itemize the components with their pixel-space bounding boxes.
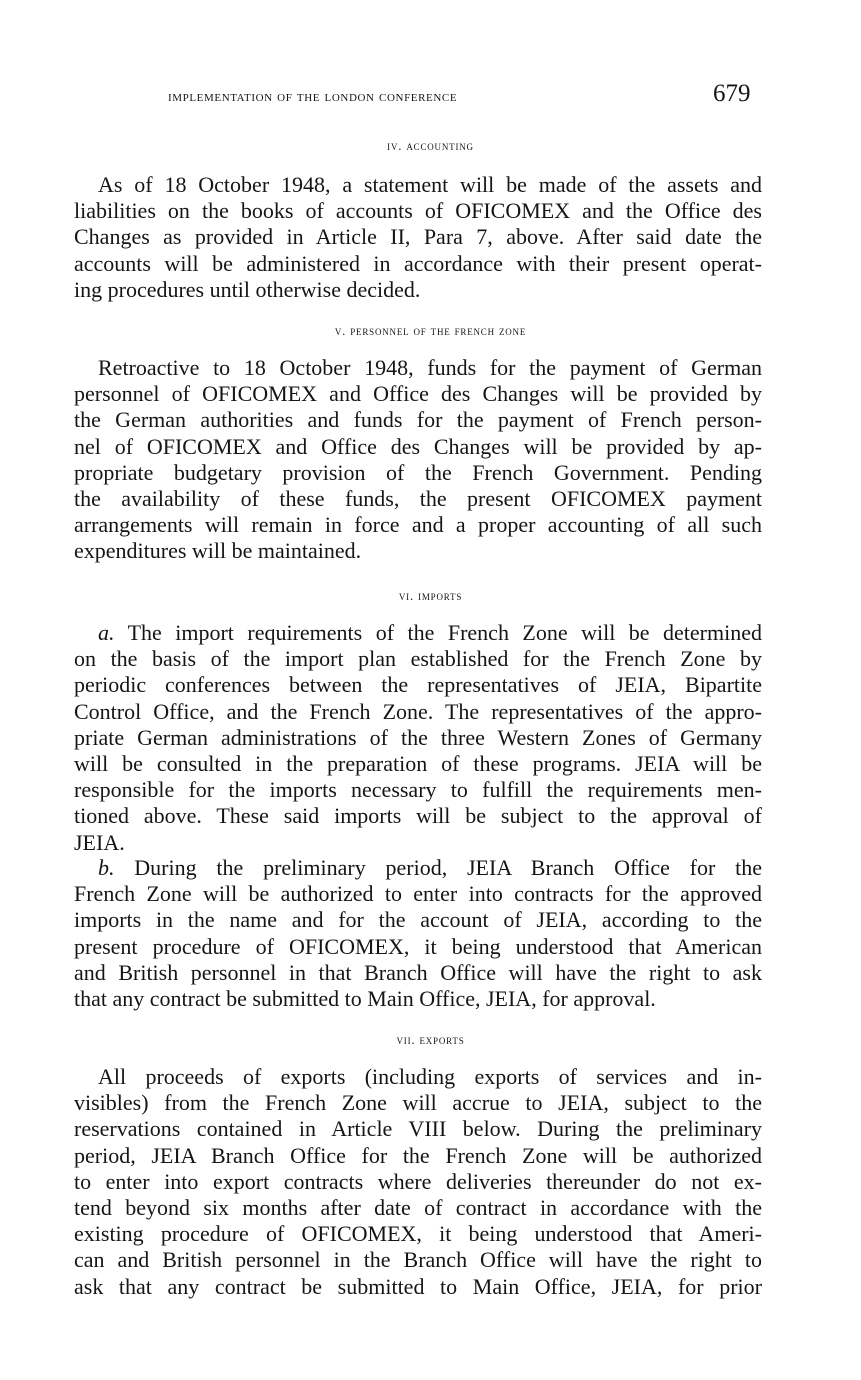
- text-line: the availability of these funds, the present OFICOMEX payment: [74, 486, 762, 512]
- text-line: and British personnel in that Branch Office will have the right to ask: [74, 959, 762, 985]
- text-line: period, JEIA Branch Office for the French Zone will be authorized: [74, 1142, 762, 1168]
- text-line: the German authorities and funds for the payment of French person-: [74, 407, 762, 433]
- imports-paragraph-a: [74, 620, 762, 856]
- text-line: can and British personnel in the Branch Office will have the right to: [74, 1247, 762, 1273]
- text-line: ask that any contract be submitted to Main Office, JEIA, for prior: [74, 1273, 762, 1299]
- imports-paragraph-b: [74, 855, 762, 1012]
- text-line: Control Office, and the French Zone. The representatives of the appro-: [74, 698, 762, 724]
- text-line: periodic conferences between the representatives of JEIA, Bipartite: [74, 672, 762, 698]
- page-number: 679: [713, 80, 751, 107]
- text-line: responsible for the imports necessary to fulfill the requirements men-: [74, 777, 762, 803]
- text-line: visibles) from the French Zone will accrue to JEIA, subject to the: [74, 1090, 762, 1116]
- running-header-title: implementation of the london conference: [168, 88, 458, 105]
- text-line: As of 18 October 1948, a statement will be made of the assets and: [98, 172, 762, 197]
- text-line: accounts will be administered in accordance with their present operat-: [74, 250, 762, 276]
- text-line: will be consulted in the preparation of these programs. JEIA will be: [74, 751, 762, 777]
- text-line: tend beyond six months after date of contract in accordance with the: [74, 1195, 762, 1221]
- text-line: arrangements will remain in force and a proper accounting of all such: [74, 512, 762, 538]
- text-line: to enter into export contracts where deliveries thereunder do not ex-: [74, 1168, 762, 1194]
- text-line: priate German administrations of the three Western Zones of Germany: [74, 724, 762, 750]
- section-heading-exports: vii. exports: [396, 1032, 465, 1047]
- text-line: liabilities on the books of accounts of OFICOMEX and the Office des: [74, 198, 762, 224]
- text-line: nel of OFICOMEX and Office des Changes will be provided by ap-: [74, 433, 762, 459]
- text-line: propriate budgetary provision of the French Government. Pending: [74, 459, 762, 485]
- text-line: French Zone will be authorized to enter into contracts for the approved: [74, 881, 762, 907]
- paragraph-marker-a: a.: [98, 620, 115, 645]
- exports-paragraph: [74, 1064, 762, 1300]
- text-line: tioned above. These said imports will be subject to the approval of: [74, 803, 762, 829]
- section-heading-imports: vi. imports: [398, 588, 463, 603]
- text-line: [74, 620, 762, 646]
- text-line: ing procedures until otherwise decided.: [74, 276, 421, 302]
- text-line: Retroactive to 18 October 1948, funds for the payment of German: [98, 355, 762, 380]
- text-line-content: During the preliminary period, JEIA Branch Office for the: [114, 855, 762, 880]
- paragraph-marker-b: b.: [98, 855, 115, 880]
- text-line: on the basis of the import plan established for the French Zone by: [74, 646, 762, 672]
- text-line: reservations contained in Article VIII below. During the preliminary: [74, 1116, 762, 1142]
- text-line-content: The import requirements of the French Zone will be determined: [114, 620, 762, 645]
- text-line: imports in the name and for the account of JEIA, according to the: [74, 907, 762, 933]
- text-line: [74, 855, 762, 881]
- section-heading-personnel: v. personnel of the french zone: [334, 323, 527, 338]
- text-line: that any contract be submitted to Main Office, JEIA, for approval.: [74, 986, 656, 1012]
- text-line: existing procedure of OFICOMEX, it being understood that Ameri-: [74, 1221, 762, 1247]
- text-line: Changes as provided in Article II, Para 7, above. After said date the: [74, 224, 762, 250]
- personnel-paragraph: [74, 355, 762, 565]
- text-line: expenditures will be maintained.: [74, 538, 362, 564]
- text-line: All proceeds of exports (including exports of services and in-: [98, 1064, 762, 1089]
- accounting-paragraph: [74, 172, 762, 303]
- text-line: JEIA.: [74, 829, 125, 855]
- text-line: personnel of OFICOMEX and Office des Changes will be provided by: [74, 381, 762, 407]
- section-heading-accounting: iv. accounting: [387, 138, 474, 153]
- text-line: present procedure of OFICOMEX, it being understood that American: [74, 933, 762, 959]
